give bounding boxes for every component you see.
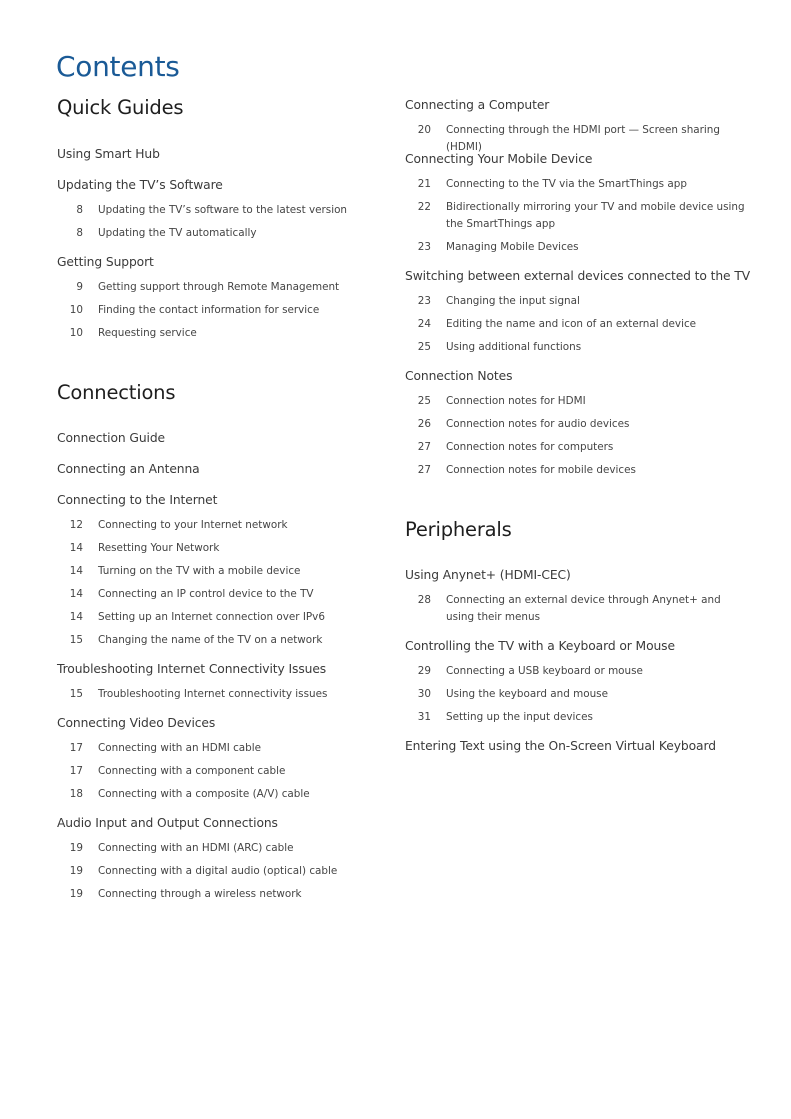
page-title: Contents xyxy=(56,50,180,83)
page-number: 8 xyxy=(76,227,83,239)
toc-item[interactable] xyxy=(405,176,745,193)
toc-item[interactable] xyxy=(57,686,397,703)
toc-item-text: Connecting through the HDMI port — Screen sharing (HDMI) xyxy=(446,124,720,153)
page-number: 28 xyxy=(417,594,431,606)
page-number: 25 xyxy=(417,341,431,353)
toc-subsection-link[interactable]: Using Smart Hub xyxy=(57,147,160,161)
toc-item[interactable] xyxy=(57,302,397,319)
toc-item[interactable] xyxy=(405,686,745,703)
page-number: 31 xyxy=(417,711,431,723)
section-heading-connections: Connections xyxy=(57,381,176,404)
toc-subsection-link[interactable]: Connection Notes xyxy=(405,369,513,383)
toc-item-text: Connection notes for computers xyxy=(446,441,614,453)
page-number: 9 xyxy=(76,281,83,293)
page-number: 14 xyxy=(69,588,83,600)
toc-item[interactable] xyxy=(57,517,397,534)
toc-subsection-link[interactable]: Connection Guide xyxy=(57,431,165,445)
toc-item[interactable] xyxy=(57,786,397,803)
toc-item[interactable] xyxy=(405,663,745,680)
page-number: 10 xyxy=(69,327,83,339)
toc-subsection-link[interactable]: Updating the TV’s Software xyxy=(57,178,223,192)
toc-subsection-link[interactable]: Getting Support xyxy=(57,255,154,269)
toc-item-text: Connecting with a composite (A/V) cable xyxy=(98,788,310,800)
page-number: 20 xyxy=(417,124,431,136)
toc-item[interactable] xyxy=(405,239,745,256)
toc-item-text: Using additional functions xyxy=(446,341,582,353)
toc-item-text: Changing the input signal xyxy=(446,295,580,307)
toc-subsection-link[interactable]: Controlling the TV with a Keyboard or Mouse xyxy=(405,639,675,653)
page-number: 17 xyxy=(69,742,83,754)
toc-item-text: Connecting with an HDMI (ARC) cable xyxy=(98,842,294,854)
toc-item-text: Changing the name of the TV on a network xyxy=(98,634,323,646)
toc-item-text: Troubleshooting Internet connectivity issues xyxy=(98,688,328,700)
page-number: 22 xyxy=(417,201,431,213)
toc-item-text: Requesting service xyxy=(98,327,197,339)
toc-item[interactable] xyxy=(57,540,397,557)
toc-item[interactable] xyxy=(405,592,745,626)
page-number: 12 xyxy=(69,519,83,531)
toc-item[interactable] xyxy=(405,199,745,233)
page-number: 29 xyxy=(417,665,431,677)
toc-item-text: Connection notes for mobile devices xyxy=(446,464,636,476)
toc-item[interactable] xyxy=(57,740,397,757)
page-number: 30 xyxy=(417,688,431,700)
page-number: 18 xyxy=(69,788,83,800)
page-number: 19 xyxy=(69,865,83,877)
toc-item[interactable] xyxy=(57,763,397,780)
page-number: 14 xyxy=(69,611,83,623)
toc-item[interactable] xyxy=(405,122,745,156)
page-number: 10 xyxy=(69,304,83,316)
toc-item[interactable] xyxy=(57,325,397,342)
toc-subsection-link[interactable]: Switching between external devices connected to the TV xyxy=(405,269,751,283)
toc-item-text: Connection notes for HDMI xyxy=(446,395,586,407)
toc-item[interactable] xyxy=(57,886,397,903)
page-number: 27 xyxy=(417,441,431,453)
page-number: 24 xyxy=(417,318,431,330)
toc-item-text: Setting up an Internet connection over IPv6 xyxy=(98,611,325,623)
toc-item-text: Connection notes for audio devices xyxy=(446,418,630,430)
toc-item[interactable] xyxy=(57,840,397,857)
toc-item[interactable] xyxy=(405,462,745,479)
toc-item[interactable] xyxy=(57,609,397,626)
toc-item[interactable] xyxy=(57,586,397,603)
toc-item-text: Connecting with a component cable xyxy=(98,765,286,777)
toc-item[interactable] xyxy=(57,279,397,296)
toc-item-text: Connecting with an HDMI cable xyxy=(98,742,262,754)
toc-subsection-link[interactable]: Audio Input and Output Connections xyxy=(57,816,278,830)
page-number: 14 xyxy=(69,542,83,554)
toc-subsection-link[interactable]: Troubleshooting Internet Connectivity Issues xyxy=(57,662,327,676)
toc-item-text: Connecting through a wireless network xyxy=(98,888,302,900)
toc-item-text: Editing the name and icon of an external device xyxy=(446,318,697,330)
toc-subsection-link[interactable]: Connecting to the Internet xyxy=(57,493,218,507)
page-number: 21 xyxy=(417,178,431,190)
page-number: 25 xyxy=(417,395,431,407)
toc-subsection-link[interactable]: Connecting Video Devices xyxy=(57,716,216,730)
toc-item-text: Connecting an external device through Anynet+ and using their menus xyxy=(446,594,721,623)
toc-item-text: Updating the TV automatically xyxy=(98,227,257,239)
section-heading-peripherals: Peripherals xyxy=(405,518,512,541)
page-number: 15 xyxy=(69,634,83,646)
page-number: 26 xyxy=(417,418,431,430)
page-number: 19 xyxy=(69,888,83,900)
toc-subsection-link[interactable]: Entering Text using the On-Screen Virtual Keyboard xyxy=(405,739,716,753)
toc-item[interactable] xyxy=(57,863,397,880)
toc-item[interactable] xyxy=(405,393,745,410)
toc-item-text: Managing Mobile Devices xyxy=(446,241,579,253)
toc-subsection-link[interactable]: Using Anynet+ (HDMI-CEC) xyxy=(405,568,571,582)
toc-item[interactable] xyxy=(405,293,745,310)
toc-item[interactable] xyxy=(57,632,397,649)
toc-item[interactable] xyxy=(405,439,745,456)
toc-item[interactable] xyxy=(57,202,397,219)
toc-subsection-link[interactable]: Connecting an Antenna xyxy=(57,462,200,476)
toc-item-text: Resetting Your Network xyxy=(98,542,220,554)
page-number: 27 xyxy=(417,464,431,476)
toc-item-text: Using the keyboard and mouse xyxy=(446,688,608,700)
page-number: 23 xyxy=(417,241,431,253)
toc-item[interactable] xyxy=(405,416,745,433)
page-number: 8 xyxy=(76,204,83,216)
toc-item[interactable] xyxy=(405,316,745,333)
toc-item-text: Connecting to your Internet network xyxy=(98,519,288,531)
toc-subsection-link[interactable]: Connecting Your Mobile Device xyxy=(405,152,593,166)
page-number: 17 xyxy=(69,765,83,777)
toc-item[interactable] xyxy=(57,563,397,580)
toc-item-text: Finding the contact information for service xyxy=(98,304,320,316)
toc-item[interactable] xyxy=(405,709,745,726)
page-number: 23 xyxy=(417,295,431,307)
toc-item[interactable] xyxy=(57,225,397,242)
page-number: 14 xyxy=(69,565,83,577)
toc-item-text: Connecting a USB keyboard or mouse xyxy=(446,665,643,677)
page-number: 15 xyxy=(69,688,83,700)
toc-subsection-link[interactable]: Connecting a Computer xyxy=(405,98,550,112)
toc-item-text: Connecting to the TV via the SmartThings app xyxy=(446,178,687,190)
toc-item-text: Connecting an IP control device to the TV xyxy=(98,588,314,600)
toc-item[interactable] xyxy=(405,339,745,356)
page-number: 19 xyxy=(69,842,83,854)
toc-item-text: Setting up the input devices xyxy=(446,711,593,723)
toc-item-text: Turning on the TV with a mobile device xyxy=(98,565,301,577)
toc-item-text: Updating the TV’s software to the latest version xyxy=(98,204,348,216)
toc-item-text: Bidirectionally mirroring your TV and mobile device using the SmartThings app xyxy=(446,201,745,230)
toc-item-text: Connecting with a digital audio (optical) cable xyxy=(98,865,338,877)
section-heading-quick-guides: Quick Guides xyxy=(57,96,184,119)
toc-item-text: Getting support through Remote Management xyxy=(98,281,340,293)
